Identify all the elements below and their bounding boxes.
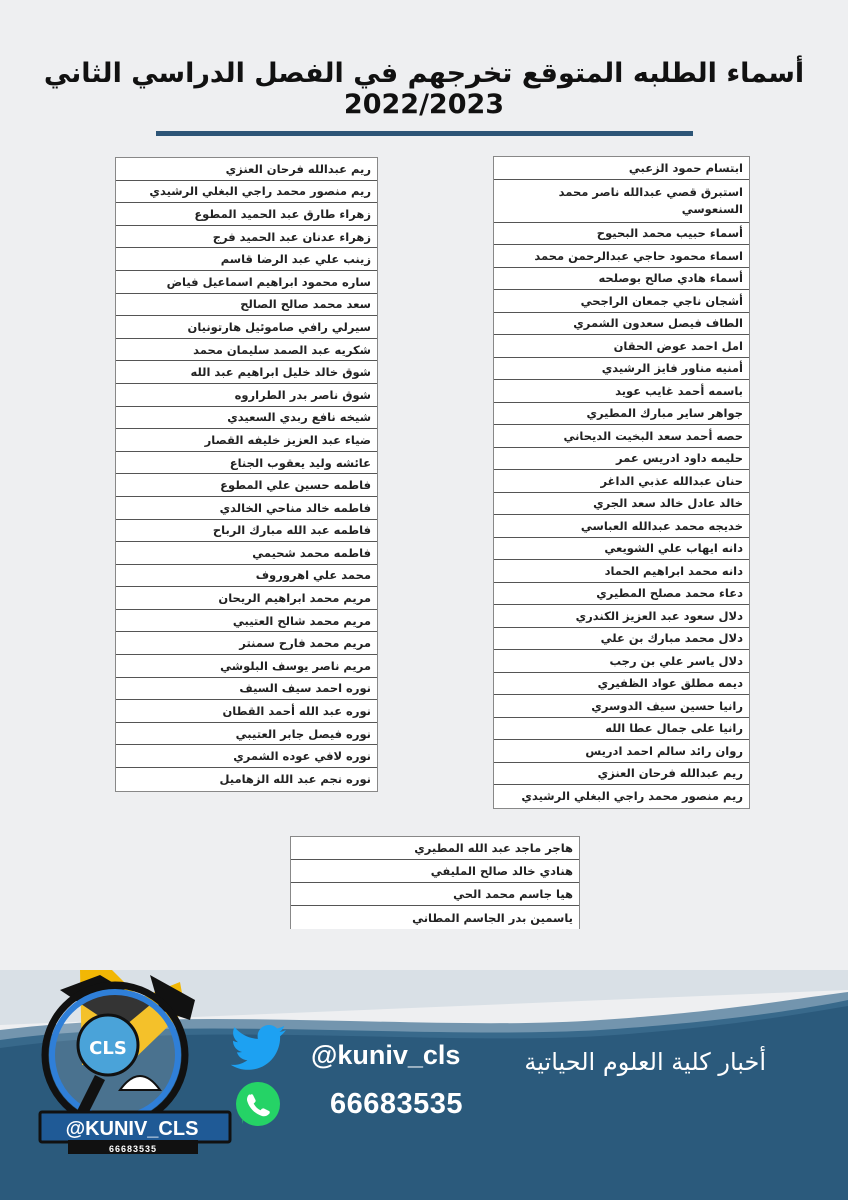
name-row: دانه ايهاب علي الشويعي: [494, 538, 749, 561]
name-row: نوره احمد سيف السيف: [116, 678, 377, 701]
name-row: ريم منصور محمد راجي البغلي الرشيدي: [521, 789, 743, 804]
left-names-table: [115, 157, 378, 792]
name-row: استبرق قصي عبدالله ناصر محمد السنعوسي: [494, 180, 749, 223]
name-row: محمد علي اهروروف: [116, 565, 377, 588]
name-row: ساره محمود ابراهيم اسماعيل فياض: [116, 271, 377, 294]
logo-handle: @KUNIV_CLS: [65, 1118, 199, 1140]
name-row: امل احمد عوض الحقان: [494, 335, 749, 358]
footer-banner: [0, 970, 848, 1200]
name-row: الطاف فيصل سعدون الشمري: [494, 313, 749, 336]
name-row: مريم محمد شالح العتيبي: [116, 610, 377, 633]
banner-background: [0, 970, 848, 1200]
name-row: فاطمه محمد شحيمي: [116, 542, 377, 565]
name-row: نوره لافي عوده الشمري: [116, 745, 377, 768]
name-row: دانه محمد ابراهيم الحماد: [494, 560, 749, 583]
right-names-table: [493, 156, 750, 809]
name-row: مريم ناصر يوسف البلوشي: [116, 655, 377, 678]
name-row: نوره عبد الله أحمد القطان: [116, 700, 377, 723]
name-row: دلال ياسر علي بن رجب: [494, 650, 749, 673]
name-row: هاجر ماجد عبد الله المطيري: [291, 837, 579, 860]
name-row: ابتسام حمود الزعبي: [494, 157, 749, 180]
name-row: أسماء هادي صالح بوصلحه: [494, 268, 749, 291]
name-row: اسماء محمود حاجي عبدالرحمن محمد: [494, 245, 749, 268]
name-row: شكريه عبد الصمد سليمان محمد: [116, 339, 377, 362]
name-row: جواهر ساير مبارك المطيري: [494, 403, 749, 426]
name-row: خالد عادل خالد سعد الجري: [494, 493, 749, 516]
name-row: هيا جاسم محمد الحي: [291, 883, 579, 906]
name-row: زينب علي عبد الرضا قاسم: [116, 248, 377, 271]
name-row: رانيا على جمال عطا الله: [494, 718, 749, 741]
name-row: رانيا حسين سيف الدوسري: [494, 695, 749, 718]
name-row: زهراء عدنان عبد الحميد فرج: [116, 226, 377, 249]
name-row: ياسمين بدر الجاسم المطاني: [412, 910, 573, 925]
name-row: دعاء محمد مصلح المطيري: [494, 583, 749, 606]
name-row: روان رائد سالم احمد ادريس: [494, 740, 749, 763]
name-row: سعد محمد صالح الصالح: [116, 294, 377, 317]
name-row: ريم عبدالله فرحان العنزي: [494, 763, 749, 786]
name-row: شيخه نافع ربدي السعيدي: [116, 407, 377, 430]
name-row: زهراء طارق عبد الحميد المطوع: [116, 203, 377, 226]
title-underline: [156, 131, 693, 136]
name-row: شوق خالد خليل ابراهيم عبد الله: [116, 361, 377, 384]
name-row: مريم محمد ابراهيم الريحان: [116, 587, 377, 610]
name-row: حنان عبدالله عذبي الداغر: [494, 470, 749, 493]
name-row: فاطمه حسين علي المطوع: [116, 474, 377, 497]
name-row: سيرلي رافي صاموئيل هارتونيان: [116, 316, 377, 339]
logo-text: CLS: [89, 1038, 127, 1059]
name-row: فاطمه خالد مناحي الخالدي: [116, 497, 377, 520]
name-row: عائشه وليد يعقوب الجناع: [116, 452, 377, 475]
name-row: باسمه أحمد غايب عويد: [494, 380, 749, 403]
name-row: ريم عبدالله فرحان العنزي: [116, 158, 377, 181]
page-title: أسماء الطلبه المتوقع تخرجهم في الفصل الدراسي الثاني 2022/2023: [43, 58, 805, 120]
name-row: شوق ناصر بدر الطراروه: [116, 384, 377, 407]
name-row: ديمه مطلق عواد الظفيري: [494, 673, 749, 696]
name-row: ضياء عبد العزيز خليفه القصار: [116, 429, 377, 452]
name-row: فاطمه عبد الله مبارك الرباح: [116, 520, 377, 543]
name-row: حليمه داود ادريس عمر: [494, 448, 749, 471]
name-row: مريم محمد فارح سمنتر: [116, 632, 377, 655]
name-row: نوره نجم عبد الله الزهاميل: [219, 772, 371, 787]
college-news-label: أخبار كلية العلوم الحياتية: [524, 1048, 766, 1076]
name-row: أسماء حبيب محمد البحيوح: [494, 223, 749, 246]
name-row: ريم منصور محمد راجي البغلي الرشيدي: [116, 181, 377, 204]
name-row: دلال سعود عبد العزيز الكندري: [494, 605, 749, 628]
name-row: أشجان ناجي جمعان الراجحي: [494, 290, 749, 313]
name-row: أمنيه مناور فايز الرشيدي: [494, 358, 749, 381]
whatsapp-number[interactable]: 66683535: [330, 1088, 464, 1120]
bottom-names-table: [290, 836, 580, 929]
name-row: دلال محمد مبارك بن علي: [494, 628, 749, 651]
logo-phone: 66683535: [108, 1144, 158, 1154]
twitter-handle[interactable]: @kuniv_cls: [311, 1040, 461, 1070]
name-row: نوره فيصل جابر العتيبي: [116, 723, 377, 746]
name-row: حصه أحمد سعد البخيت الديحاني: [494, 425, 749, 448]
name-row: هنادي خالد صالح المليفي: [291, 860, 579, 883]
name-row: خديجه محمد عبدالله العباسي: [494, 515, 749, 538]
whatsapp-icon[interactable]: [236, 1082, 280, 1126]
